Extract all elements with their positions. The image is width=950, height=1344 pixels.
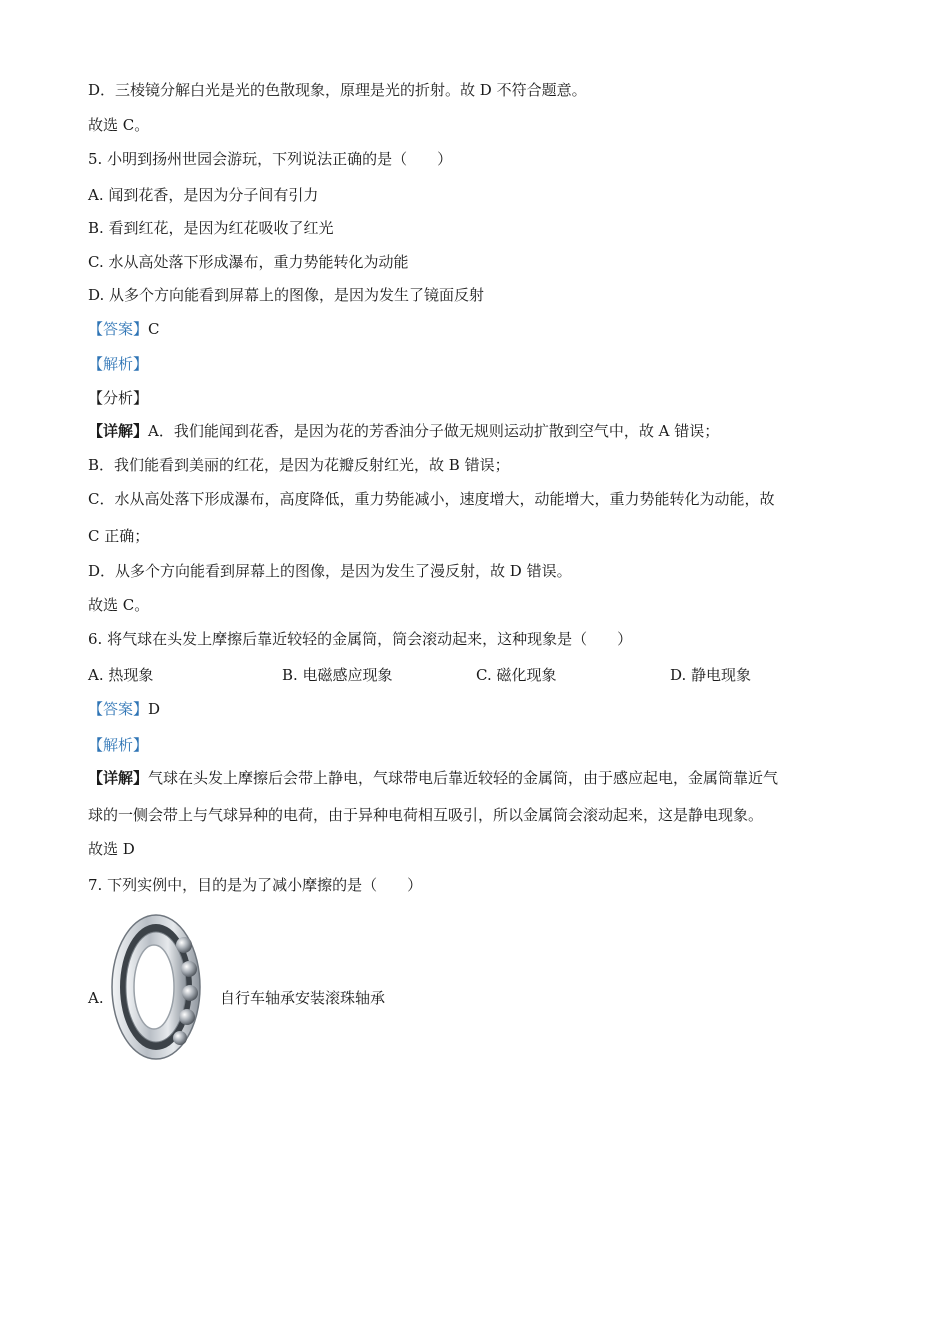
question-5-option-a: A. 闻到花香，是因为分子间有引力 [88,186,319,204]
question-6-option-d: D. 静电现象 [670,666,752,684]
question-6-option-a: A. 热现象 [88,666,154,684]
question-6-detail-2: 球的一侧会带上与气球异种的电荷，由于异种电荷相互吸引，所以金属筒会滚动起来，这是静电现象。 [88,806,764,824]
question-5-option-c: C. 水从高处落下形成瀑布，重力势能转化为动能 [88,253,409,271]
question-5-analysis-tag: 【解析】 [88,355,149,373]
answer-tag: 【答案】 [88,700,149,718]
question-6-option-c: C. 磁化现象 [476,666,557,684]
ball-bearing-image [110,913,202,1061]
question-5-detail-c-1: C．水从高处落下形成瀑布，高度降低，重力势能减小，速度增大，动能增大，重力势能转化为动能，故 [88,490,775,508]
question-6-conclusion: 故选 D [88,840,135,858]
answer-value: D [148,700,161,718]
detail-tag: 【详解】 [88,422,149,440]
detail-text: A．我们能闻到花香，是因为花的芳香油分子做无规则运动扩散到空气中，故 A 错误； [148,422,720,440]
detail-text: 气球在头发上摩擦后会带上静电，气球带电后靠近较轻的金属筒，由于感应起电，金属筒靠近气 [148,769,779,787]
question-5-stem: 5. 小明到扬州世园会游玩，下列说法正确的是（ ） [88,150,453,168]
question-5-detail-d: D．从多个方向能看到屏幕上的图像，是因为发生了漫反射，故 D 错误。 [88,562,572,580]
prev-answer-d-line: D．三棱镜分解白光是光的色散现象，原理是光的折射。故 D 不符合题意。 [88,81,587,99]
prev-conclusion: 故选 C。 [88,116,150,134]
question-5-option-d: D. 从多个方向能看到屏幕上的图像，是因为发生了镜面反射 [88,286,485,304]
question-5-answer [88,319,160,339]
question-6-detail-1 [88,768,778,788]
question-5-detail-b: B．我们能看到美丽的红花，是因为花瓣反射红光，故 B 错误； [88,456,510,474]
question-6-answer [88,699,160,719]
question-6-stem: 6. 将气球在头发上摩擦后靠近较轻的金属筒，筒会滚动起来，这种现象是（ ） [88,630,633,648]
question-5-option-b: B. 看到红花，是因为红花吸收了红光 [88,219,334,237]
answer-value: C [148,320,160,338]
question-6-option-b: B. 电磁感应现象 [282,666,393,684]
question-7-stem: 7. 下列实例中，目的是为了减小摩擦的是（ ） [88,876,423,894]
question-7-option-a-text: 自行车轴承安装滚珠轴承 [220,989,386,1007]
question-5-detail-c-2: C 正确； [88,527,150,545]
question-5-fenxi-tag: 【分析】 [88,389,149,407]
question-5-conclusion: 故选 C。 [88,596,150,614]
question-7-option-a-label: A. [88,989,104,1007]
detail-tag: 【详解】 [88,769,149,787]
question-6-analysis-tag: 【解析】 [88,736,149,754]
answer-tag: 【答案】 [88,320,149,338]
question-5-detail-a [88,421,719,441]
